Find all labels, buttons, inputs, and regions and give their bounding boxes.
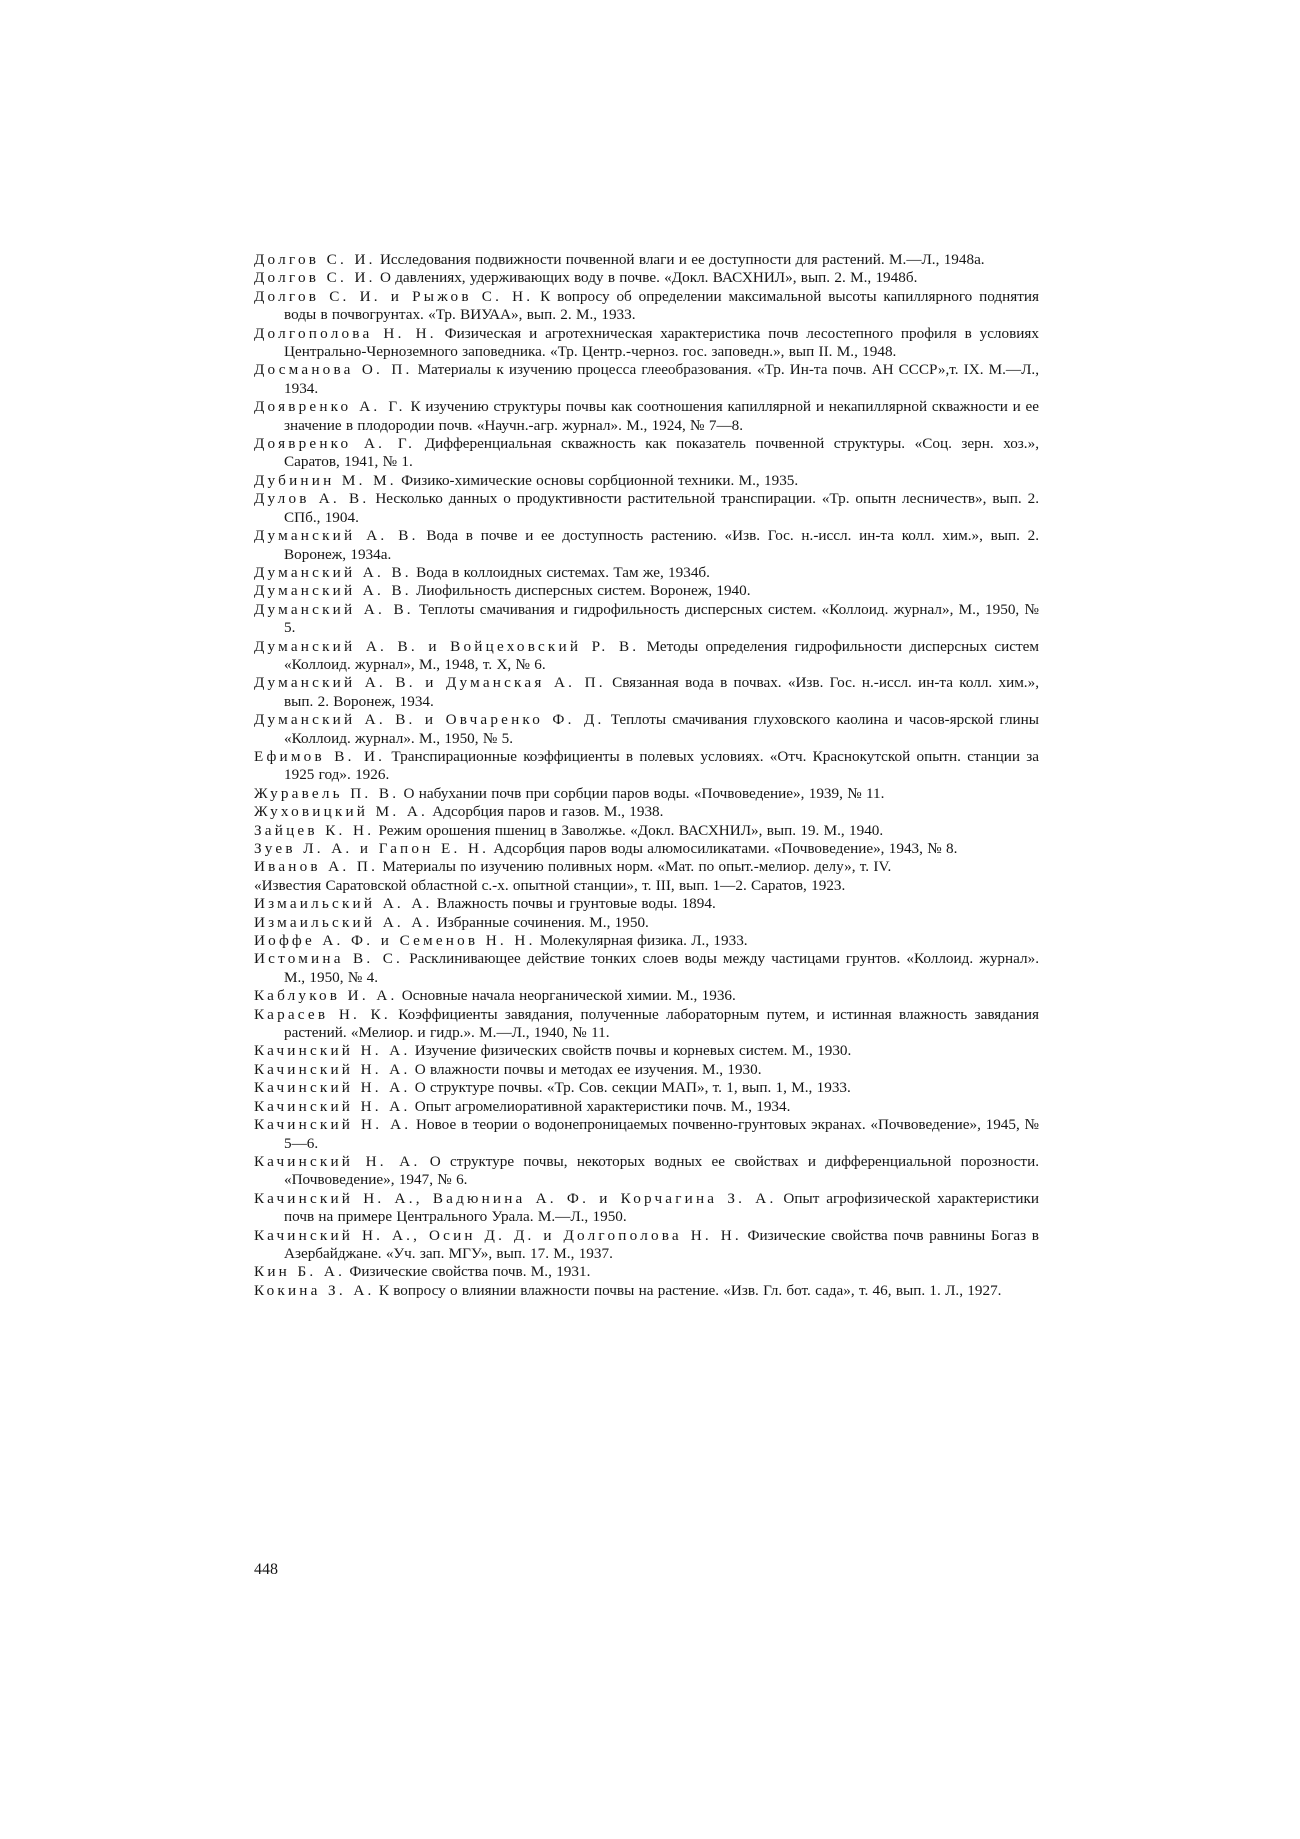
entry-text: Исследования подвижности почвенной влаги и ее доступности для растений. М.—Л., 1948а. bbox=[375, 251, 985, 268]
entry-text: Изучение физических свойств почвы и корневых систем. М., 1930. bbox=[410, 1042, 852, 1060]
bibliography-entry bbox=[254, 325, 1039, 362]
bibliography-entry bbox=[254, 1282, 1039, 1300]
entry-text: Вода в почве и ее доступность растению. «Изв. Гос. н.-иссл. ин-та колл. хим.», вып. 2. Воронеж, 1934а. bbox=[284, 527, 1039, 563]
entry-text: Материалы по изучению поливных норм. «Мат. по опыт.-мелиор. делу», т. IV. bbox=[378, 858, 892, 876]
entry-author: Измаильский А. А. bbox=[254, 913, 433, 931]
entry-author: Карасев Н. К. bbox=[254, 1005, 391, 1023]
entry-author: Зуев Л. А. и Гапон Е. Н. bbox=[254, 840, 490, 857]
bibliography-entry bbox=[254, 490, 1039, 527]
bibliography-entry bbox=[254, 251, 1039, 269]
entry-author: Качинский Н. А. bbox=[254, 1060, 411, 1078]
entry-author: Долгов С. И. bbox=[254, 251, 376, 268]
entry-author: Думанский А. В. bbox=[254, 600, 414, 618]
entry-author: Думанский А. В. bbox=[254, 582, 412, 600]
bibliography-entry bbox=[254, 748, 1039, 785]
bibliography-entry bbox=[254, 711, 1039, 748]
entry-text: Коэффициенты завядания, полученные лабораторным путем, и истинная влажность завядания растений. «Мелиор. и гидр.». М.—Л., 1940, № 11. bbox=[284, 1005, 1039, 1042]
entry-text: О давлениях, удерживающих воду в почве. «Докл. ВАСХНИЛ», вып. 2. М., 1948б. bbox=[375, 269, 918, 287]
entry-author: Качинский Н. А. bbox=[254, 1042, 411, 1060]
bibliography-entry bbox=[254, 858, 1039, 876]
bibliography-entry bbox=[254, 1079, 1039, 1097]
entry-text: Лиофильность дисперсных систем. Воронеж, 1940. bbox=[411, 582, 751, 600]
entry-text: Теплоты смачивания глуховского каолина и часов-ярской глины «Коллоид. журнал». М., 1950, № 5. bbox=[284, 711, 1040, 747]
entry-text: Несколько данных о продуктивности растительной транспирации. «Тр. опытн лесничеств», вып. 2. СПб., 1904. bbox=[284, 490, 1039, 526]
entry-author: Доявренко А. Г. bbox=[254, 435, 416, 453]
bibliography-entry bbox=[254, 398, 1039, 435]
bibliography-entry bbox=[254, 674, 1039, 711]
entry-text: Адсорбция паров воды алюмосиликатами. «Почвоведение», 1943, № 8. bbox=[489, 840, 958, 857]
entry-text: Физико-химические основы сорбционной техники. М., 1935. bbox=[396, 471, 799, 489]
bibliography-entry bbox=[254, 877, 1039, 895]
entry-text: Режим орошения пшениц в Заволжье. «Докл. ВАСХНИЛ», вып. 19. М., 1940. bbox=[374, 821, 884, 839]
entry-text: К изучению структуры почвы как соотношения капиллярной и некапиллярной скважности и ее значение в плодородии почв. «Научн.-агр. журнал». М., 1924, № 7—8. bbox=[284, 398, 1039, 434]
bibliography-entry bbox=[254, 582, 1039, 600]
entry-author: Долгов С. И. bbox=[254, 269, 376, 287]
entry-author: Доявренко А. Г. bbox=[254, 398, 406, 416]
entry-author: Жуховицкий М. А. bbox=[254, 803, 428, 821]
entry-text: О структуре почвы, некоторых водных ее свойствах и дифференциальной порозности. «Почвоведение», 1947, № 6. bbox=[284, 1152, 1039, 1189]
entry-text: Физические свойства почв. М., 1931. bbox=[345, 1263, 591, 1281]
entry-author: Долгополова Н. Н. bbox=[254, 324, 437, 342]
entry-author: Кин Б. А. bbox=[254, 1263, 346, 1281]
entry-author: Ефимов В. И. bbox=[254, 747, 386, 765]
bibliography-entry bbox=[254, 527, 1039, 564]
bibliography-entry bbox=[254, 932, 1039, 950]
entry-author: Истомина В. С. bbox=[254, 950, 404, 968]
entry-text: Связанная вода в почвах. «Изв. Гос. н.-иссл. ин-та колл. хим.», вып. 2. Воронеж, 1934. bbox=[284, 674, 1039, 710]
entry-text: Расклинивающее действие тонких слоев воды между частицами грунтов. «Коллоид. журнал». М., 1950, № 4. bbox=[284, 950, 1039, 986]
bibliography-entry bbox=[254, 1153, 1039, 1190]
bibliography-entry bbox=[254, 840, 1039, 858]
entry-author: Каблуков И. А. bbox=[254, 987, 398, 1005]
entry-author: Дулов А. В. bbox=[254, 490, 370, 508]
bibliography-entry bbox=[254, 1061, 1039, 1079]
entry-text: Транспирационные коэффициенты в полевых условиях. «Отч. Краснокутской опытн. станции за 1925 год». 1926. bbox=[284, 747, 1039, 784]
bibliography-entry bbox=[254, 1006, 1039, 1043]
entry-text: «Известия Саратовской областной с.-х. опытной станции», т. III, вып. 1—2. Саратов, 1923. bbox=[254, 876, 846, 894]
entry-text: Материалы к изучению процесса глееобразования. «Тр. Ин-та почв. АН СССР»,т. IX. М.—Л., 1934. bbox=[284, 361, 1039, 397]
bibliography-entry bbox=[254, 601, 1039, 638]
entry-author: Качинский Н. А. bbox=[254, 1152, 421, 1170]
entry-author: Измаильский А. А. bbox=[254, 895, 433, 913]
bibliography-entry bbox=[254, 435, 1039, 472]
bibliography-entry bbox=[254, 987, 1039, 1005]
entry-author: Иоффе А. Ф. и Семенов Н. Н. bbox=[254, 932, 536, 950]
entry-author: Думанский А. В. и Овчаренко Ф. Д. bbox=[254, 711, 605, 729]
entry-author: Кокина З. А. bbox=[254, 1281, 375, 1299]
bibliography-entry bbox=[254, 472, 1039, 490]
entry-author: Журавель П. В. bbox=[254, 784, 400, 802]
page-number: 448 bbox=[254, 1561, 278, 1578]
entry-text: Вода в коллоидных системах. Там же, 1934б. bbox=[411, 563, 710, 581]
entry-text: Молекулярная физика. Л., 1933. bbox=[535, 932, 748, 950]
entry-author: Качинский Н. А., Вадюнина А. Ф. и Корчагина З. А. bbox=[254, 1189, 777, 1207]
bibliography-entry bbox=[254, 269, 1039, 287]
entry-author: Долгов С. И. и Рыжов С. Н. bbox=[254, 287, 534, 305]
bibliography-entry bbox=[254, 288, 1039, 325]
entry-author: Думанский А. В. bbox=[254, 527, 419, 545]
entry-text: Избранные сочинения. М., 1950. bbox=[432, 913, 649, 931]
bibliography-entry bbox=[254, 564, 1039, 582]
entry-text: Физическая и агротехническая характеристика почв лесостепного профиля в условиях Центрально-Черноземного заповедника. «Тр. Центр.-черноз. гос. заповедн.», вып II. М., 1948. bbox=[284, 324, 1039, 361]
entry-author: Зайцев К. Н. bbox=[254, 821, 375, 839]
bibliography-entry bbox=[254, 803, 1039, 821]
entry-text: Опыт агромелиоративной характеристики почв. М., 1934. bbox=[410, 1097, 791, 1115]
entry-text: Методы определения гидрофильности дисперсных систем «Коллоид. журнал», М., 1948, т. X, № 6. bbox=[284, 637, 1039, 673]
entry-text: О структуре почвы. «Тр. Сов. секции МАП», т. 1, вып. 1, М., 1933. bbox=[410, 1079, 851, 1097]
bibliography-entry bbox=[254, 361, 1039, 398]
entry-text: Физические свойства почв равнины Богаз в Азербайджане. «Уч. зап. МГУ», вып. 17. М., 1937. bbox=[284, 1226, 1039, 1262]
bibliography-entry bbox=[254, 1098, 1039, 1116]
entry-text: Дифференциальная скважность как показатель почвенной структуры. «Соц. зерн. хоз.», Саратов, 1941, № 1. bbox=[284, 435, 1039, 471]
entry-text: Основные начала неорганической химии. М., 1936. bbox=[397, 987, 736, 1005]
entry-author: Дубинин М. М. bbox=[254, 471, 397, 489]
entry-text: О набухании почв при сорбции паров воды. «Почвоведение», 1939, № 11. bbox=[399, 784, 885, 802]
bibliography-entry bbox=[254, 1116, 1039, 1153]
entry-text: Опыт агрофизической характеристики почв на примере Центрального Урала. М.—Л., 1950. bbox=[284, 1189, 1040, 1226]
entry-text: Влажность почвы и грунтовые воды. 1894. bbox=[432, 895, 716, 913]
bibliography-entry bbox=[254, 785, 1039, 803]
bibliography-list bbox=[254, 251, 1039, 1300]
bibliography-entry bbox=[254, 950, 1039, 987]
entry-author: Иванов А. П. bbox=[254, 858, 379, 876]
bibliography-entry bbox=[254, 895, 1039, 913]
entry-text: Теплоты смачивания и гидрофильность дисперсных систем. «Коллоид. журнал», М., 1950, № 5. bbox=[284, 600, 1039, 637]
entry-author: Качинский Н. А. bbox=[254, 1116, 412, 1134]
entry-author: Думанский А. В. bbox=[254, 563, 412, 581]
entry-text: К вопросу об определении максимальной высоты капиллярного поднятия воды в почвогрунтах. «Тр. ВИУАА», вып. 2. М., 1933. bbox=[284, 287, 1039, 324]
bibliography-entry bbox=[254, 822, 1039, 840]
bibliography-entry bbox=[254, 1042, 1039, 1060]
entry-author: Думанский А. В. и Войцеховский Р. В. bbox=[254, 637, 640, 655]
entry-text: О влажности почвы и методах ее изучения. М., 1930. bbox=[410, 1060, 762, 1078]
entry-text: К вопросу о влиянии влажности почвы на растение. «Изв. Гл. бот. сада», т. 46, вып. 1. Л., 1927. bbox=[374, 1281, 1002, 1299]
bibliography-entry bbox=[254, 1190, 1039, 1227]
entry-text: Адсорбция паров и газов. М., 1938. bbox=[428, 803, 664, 821]
entry-text: Новое в теории о водонепроницаемых почвенно-грунтовых экранах. «Почвоведение», 1945, № 5—6. bbox=[284, 1116, 1039, 1152]
bibliography-entry bbox=[254, 638, 1039, 675]
bibliography-entry bbox=[254, 914, 1039, 932]
entry-author: Качинский Н. А. bbox=[254, 1079, 411, 1097]
bibliography-entry bbox=[254, 1227, 1039, 1264]
entry-author: Качинский Н. А., Осин Д. Д. и Долгополова Н. Н. bbox=[254, 1226, 742, 1244]
entry-author: Качинский Н. А. bbox=[254, 1097, 411, 1115]
entry-author: Досманова О. П. bbox=[254, 361, 413, 379]
bibliography-entry bbox=[254, 1263, 1039, 1281]
entry-author: Думанский А. В. и Думанская А. П. bbox=[254, 674, 606, 692]
